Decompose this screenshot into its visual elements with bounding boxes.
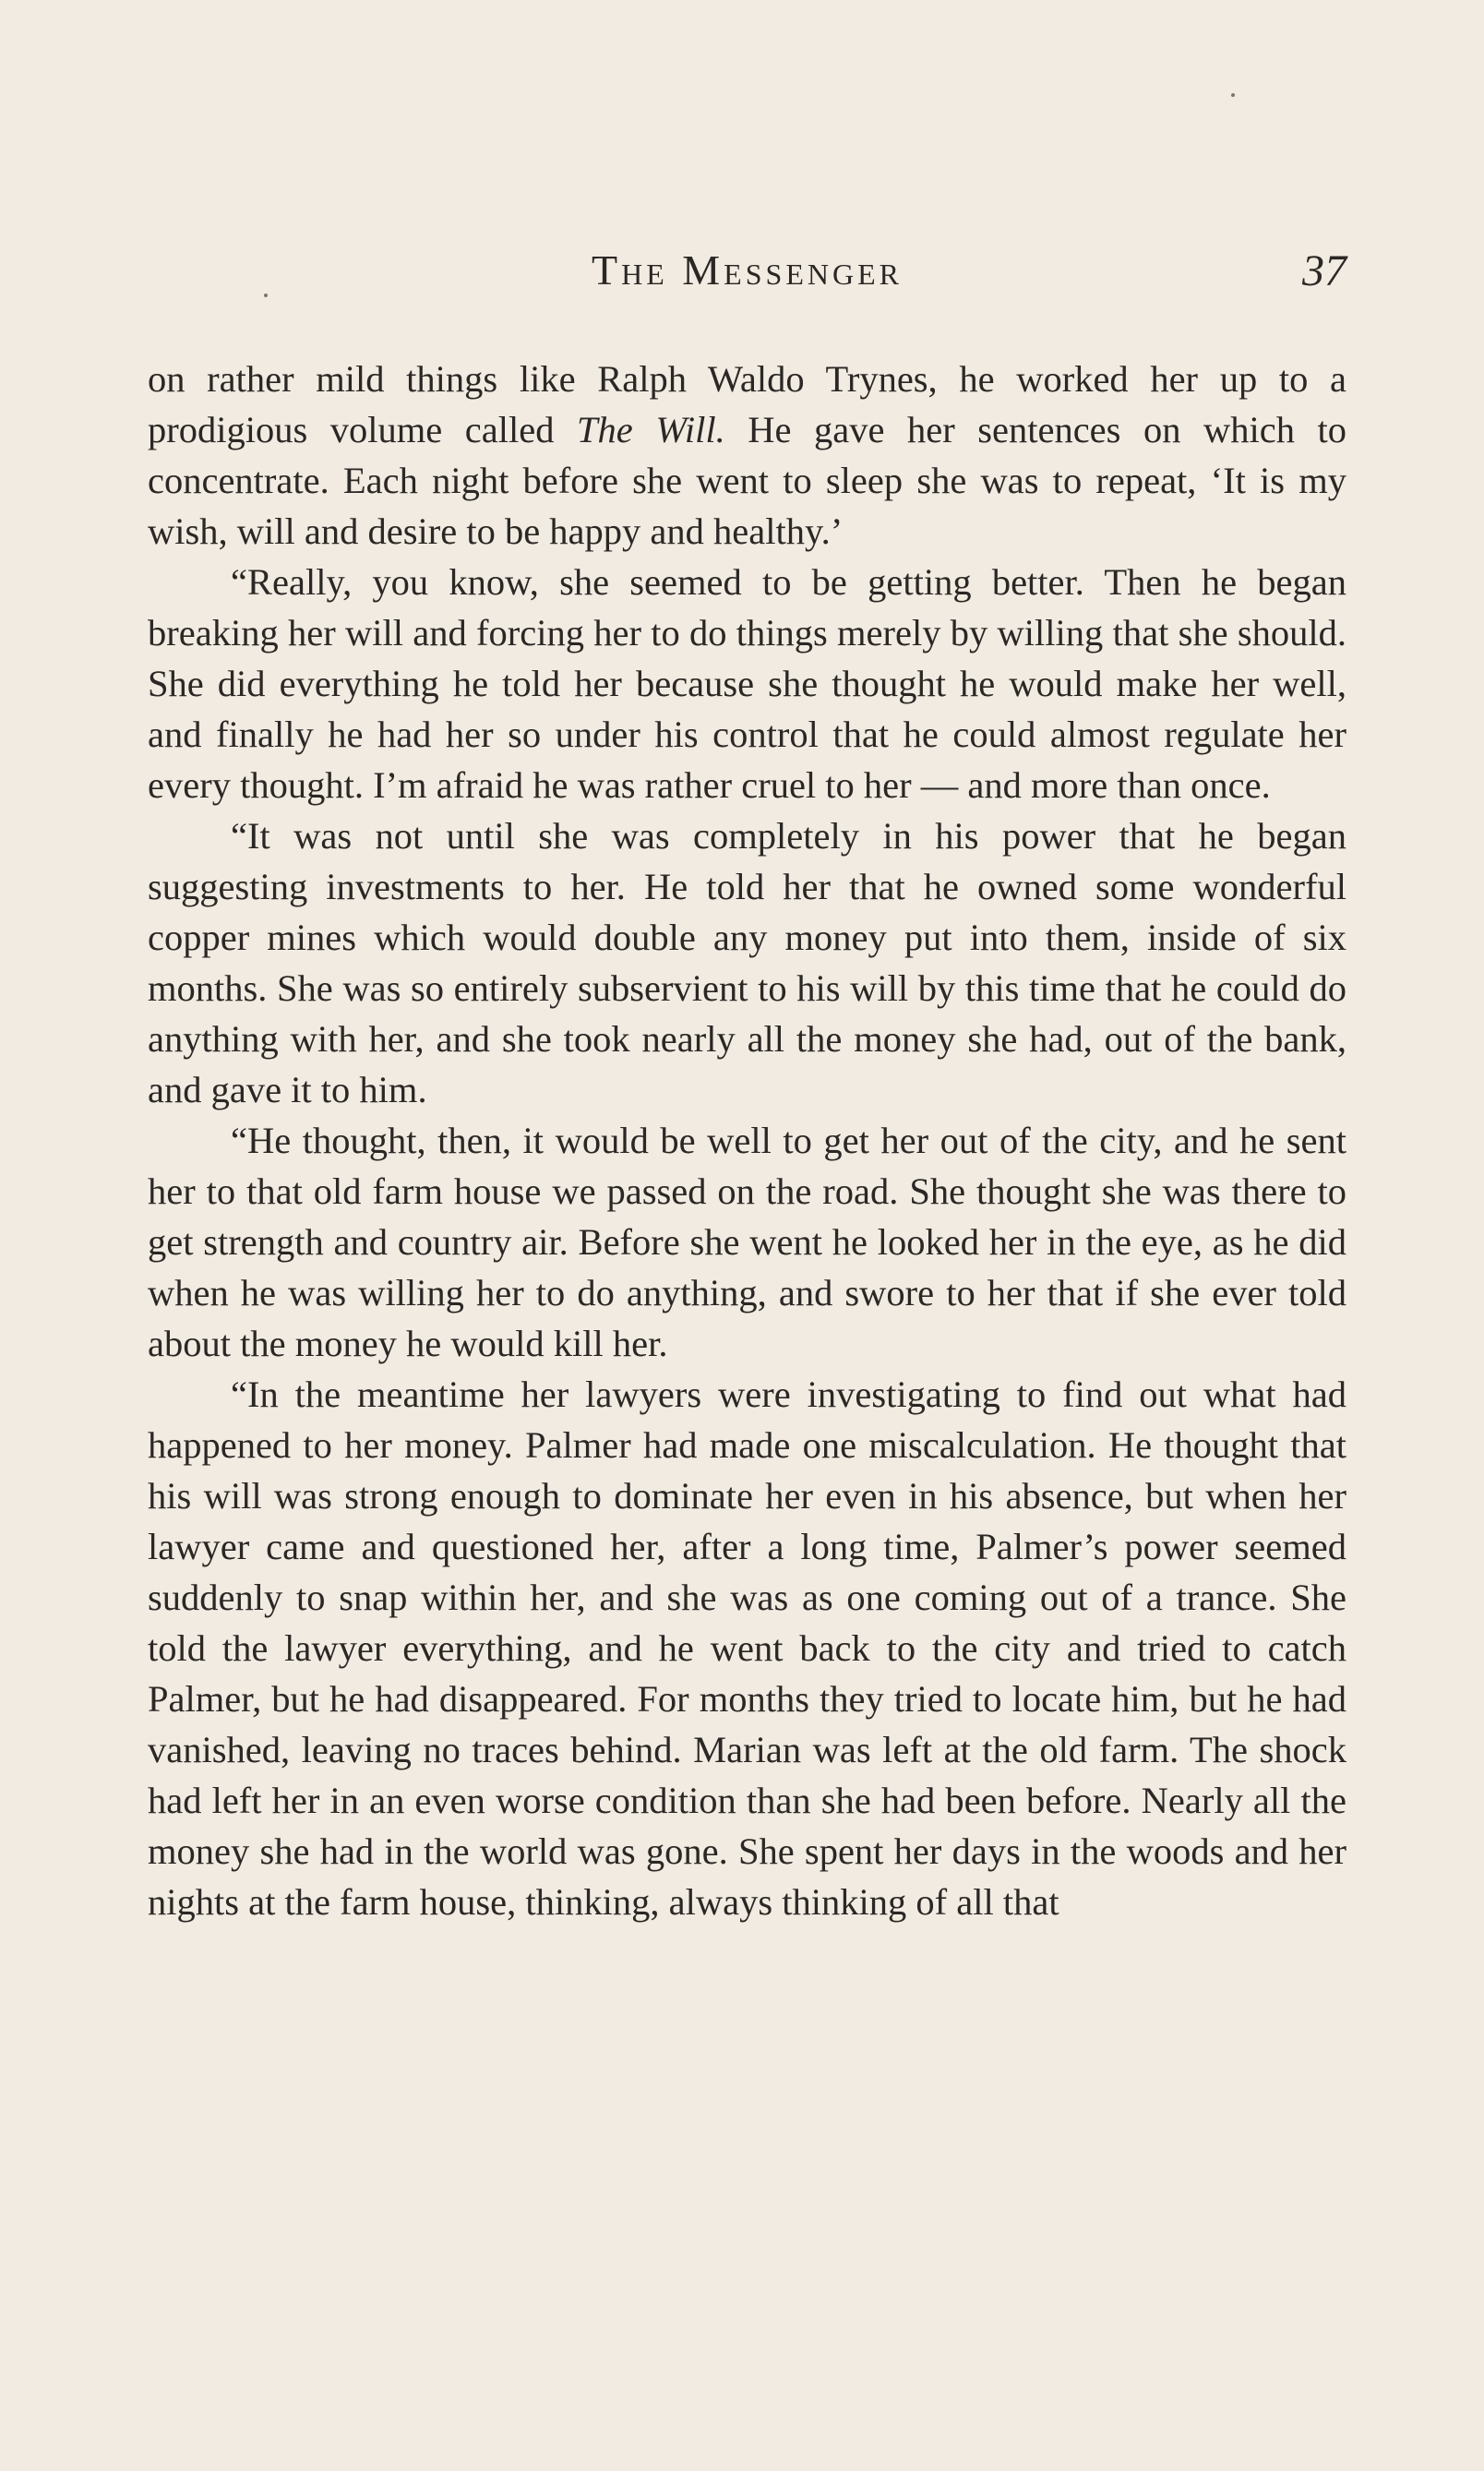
paragraph: “In the meantime her lawyers were investigating to find out what had happened to her money. Palmer had made one miscalculation. He thought that his will was strong enough to dominate her even in his absence, but when her lawyer came and questioned her, after a long time, Palmer’s power seemed suddenly to snap within her, and she was as one coming out of a trance. She told the lawyer everything, and he went back to the city and tried to catch Palmer, but he had disappeared. For months they tried to locate him, but he had vanished, leaving no traces behind. Marian was left at the old farm. The shock had left her in an even worse condition than she had been before. Nearly all the money she had in the world was gone. She spent her days in the woods and her nights at the farm house, thinking, always thinking of all that	[148, 1373, 1346, 1923]
paragraph-text: He gave her sentences on which to concentrate. Each night before she went to sleep she was to repeat, ‘It is my wish, will and desire to be happy and healthy.’	[148, 409, 1346, 552]
paragraph: “He thought, then, it would be well to get her out of the city, and he sent her to that old farm house we passed on the road. She thought she was there to get strength and country air. Before she went he looked her in the eye, as he did when he was willing her to do anything, and swore to her that if she ever told about the money he would kill her.	[148, 1120, 1346, 1364]
paragraph-continued	[148, 354, 1346, 557]
paragraph: “Really, you know, she seemed to be getting better. Then he began breaking her will and forcing her to do things merely by willing that she should. She did everything he told her because she thought he would make her well, and finally he had her so under his control that he could almost regulate her every thought. I’m afraid he was rather cruel to her — and more than once.	[148, 561, 1346, 806]
book-title-italic: The Will.	[577, 409, 725, 450]
page-header	[148, 247, 1346, 303]
running-title: The Messenger	[592, 246, 903, 294]
page-number: 37	[1302, 246, 1346, 295]
paragraph-text: on rather mild things like Ralph Waldo Trynes, he worked her up to a prodigious volume called	[148, 358, 1346, 450]
ink-speck	[1231, 93, 1235, 97]
body-text	[148, 354, 1346, 1927]
paragraph: “It was not until she was completely in his power that he began suggesting investments to her. He told her that he owned some wonderful copper mines which would double any money put into them, inside of six months. She was so entirely subservient to his will by this time that he could do anything with her, and she took nearly all the money she had, out of the bank, and gave it to him.	[148, 815, 1346, 1110]
